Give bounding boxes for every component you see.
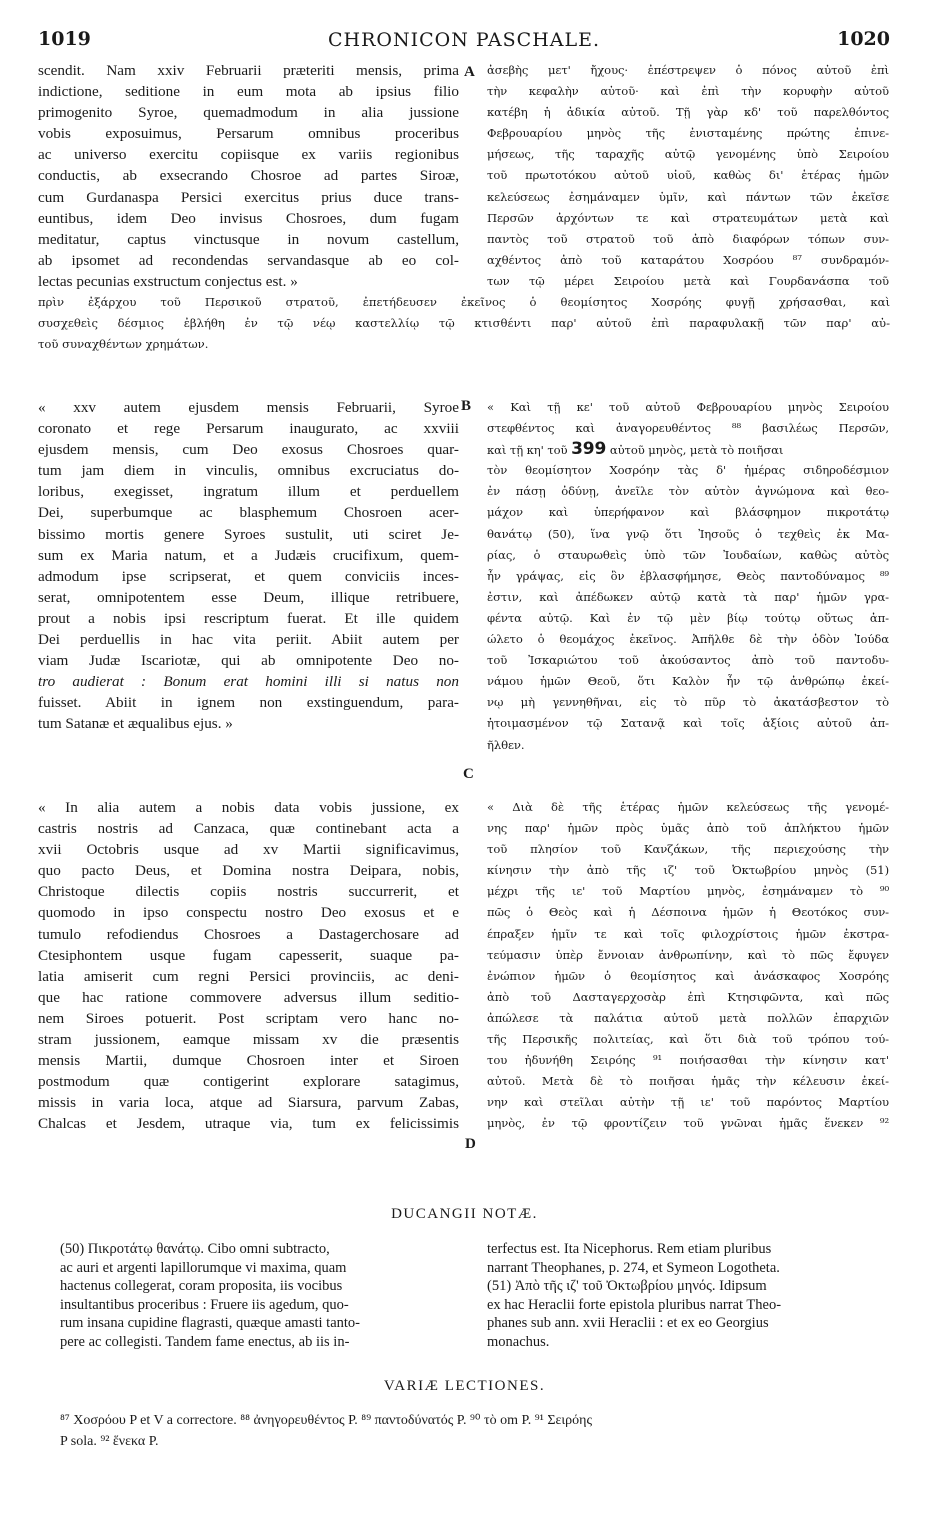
text-line: τεύμασιν ὑπὲρ ἔννοιαν ἀνθρωπίνην, καὶ τὸ πῶς ἔφυγεν xyxy=(487,947,889,962)
text-line: conductis, ab exsecrando Chosroe ad partes Siroæ, xyxy=(38,167,459,185)
text-line: missis in varia loca, atque ad Siarsura, parvum Zabas, xyxy=(38,1094,459,1112)
variant-line: P sola. ⁹² ἕνεκα P. xyxy=(60,1434,159,1450)
note-line: (50) Πικροτάτῳ θανάτῳ. Cibo omni subtracto, xyxy=(60,1241,330,1257)
text-line: meditatur, captus vinctusque in novum castellum, xyxy=(38,230,459,248)
text-line: Dei, superbumque ac blasphemum Chosroen acer- xyxy=(38,504,459,522)
text-line: prout a nobis ipsi rescriptum fuerat. Et ille quidem xyxy=(38,609,459,627)
text-line: serat, omnipotentem esse Deum, illique retribuere, xyxy=(38,588,459,606)
text-fragment: καὶ τῇ κη' τοῦ xyxy=(487,443,568,458)
text-line: των τῷ μέρει Σειροίου μετὰ καὶ Γουρδανάσπα τοῦ xyxy=(487,273,889,288)
text-line: tum Satanæ et æqualibus ejus. » xyxy=(38,715,233,733)
note-line: (51) Ἀπὸ τῆς ιζ' τοῦ Ὀκτωβρίου μηνός. Idipsum xyxy=(487,1278,767,1295)
latin-column-block-2 xyxy=(38,397,459,735)
notes-left-column xyxy=(60,1240,465,1352)
text-line: que hac ratione commovere adversus illum seditio- xyxy=(38,988,459,1006)
text-line: συσχεθεὶς δέσμιος ἐβλήθη ἐν τῷ νέῳ καστελλίῳ τῷ κτισθέντι παρ' αὐτοῦ ἐπὶ παραφυλακῇ τῶν παρ' αὐ- xyxy=(38,316,890,331)
text-line: tumulo refodiendus Chosroes a Dastagerchosare ad xyxy=(38,925,459,943)
text-line: τοῦ συναχθέντων χρημάτων. xyxy=(38,337,209,352)
text-line: ἡτοιμασμένον τῷ Σατανᾷ καὶ τοῖς ἀξίοις αὐτοῦ ἀπ- xyxy=(487,716,889,731)
page-number-right: 1020 xyxy=(837,28,890,50)
text-line: αχθέντος ἀπὸ τοῦ καταράτου Χοσρόου ⁸⁷ συνδραμόν- xyxy=(487,252,889,267)
text-line: νῳ μὴ γεννηθῆναι, εἰς τὸ πῦρ τὸ ἀκατάσβεστον τὸ xyxy=(487,695,889,710)
text-line: ἐστιν, καὶ ἀπέδωκεν αὐτῷ κατὰ τὰ παρ' ἡμῶν γρα- xyxy=(487,589,889,604)
text-line: vobis exposuimus, Persarum omnibus proceribus xyxy=(38,125,459,143)
latin-column-block-3 xyxy=(38,797,459,1135)
note-line: phanes sub ann. xvii Heraclii : et ex eo Georgius xyxy=(487,1315,769,1332)
greek-full-width-continuation xyxy=(38,292,890,355)
running-title: CHRONICON PASCHALE. xyxy=(327,29,601,51)
text-line: Ctesiphontem usque fugam capesserit, suaque pa- xyxy=(38,946,459,964)
note-line: ex hac Heraclii forte epistola pluribus narrat Theo- xyxy=(487,1296,782,1313)
margin-letter-a: A xyxy=(464,64,475,80)
text-line: του ἠδυνήθη Σειρόης ⁹¹ ποιήσασθαι τὴν κίνησιν κατ' xyxy=(487,1053,889,1068)
notes-heading: DUCANGII NOTÆ. xyxy=(391,1206,538,1222)
text-line: nem Siroes potuerit. Post scriptam vero hanc no- xyxy=(38,1009,459,1027)
note-line: monachus. xyxy=(487,1333,550,1350)
text-line: primogenito Syroe, quemadmodum in alia jussione xyxy=(38,104,459,122)
text-line: κατέβη ἡ ἀδικία αὐτοῦ. Τῇ γὰρ κδ' τοῦ παρελθόντος xyxy=(487,105,889,120)
note-line: insultantibus proceribus : Fruere iis agedum, quo- xyxy=(60,1296,349,1313)
text-line: Φεβρουαρίου μηνὸς τῆς ἐνισταμένης πρώτης ἐπινε- xyxy=(487,126,889,141)
text-line: ῆλθεν. xyxy=(487,737,525,752)
text-line: μηνὸς, ἐν τῷ φροντίζειν τοῦ γνῶναι ἡμᾶς ἕνεκεν ⁹² xyxy=(487,1116,889,1131)
text-line: φέντα αὐτῷ. Καὶ ἐν τῷ μὲν βίῳ τούτῳ οὕτως ἀπ- xyxy=(487,610,889,625)
note-line: hactenus collegerat, coram proposita, iis vocibus xyxy=(60,1278,343,1295)
text-line: πῶς ὁ Θεὸς καὶ ἡ Δέσποινα ἡμῶν ἡ Θεοτόκος συν- xyxy=(487,905,889,920)
text-line: « In alia autem a nobis data vobis jussione, ex xyxy=(38,799,459,816)
text-line: latia amiserit cum regni Persici provinciis, ac deni- xyxy=(38,967,459,985)
text-line: ἐνώπιον ἡμῶν ὁ θεομίσητος καὶ ἀνάσκαφος Χοσρόης xyxy=(487,968,889,983)
text-line: Περσῶν ἀρχόντων τε καὶ στρατευμάτων μετὰ καὶ xyxy=(487,210,889,225)
margin-letter-d: D xyxy=(465,1136,476,1152)
variae-lectiones xyxy=(60,1410,900,1452)
text-line: θανάτῳ (50), ἵνα γνῷ ὅτι Ἰησοῦς ὁ τεχθεὶς ἐκ Μα- xyxy=(487,526,889,541)
text-line: lectas pecunias exstructum conjectus est. » xyxy=(38,272,298,290)
text-line: cum Gurdanaspa Persici exercitus prius duce trans- xyxy=(38,188,459,206)
latin-column-block-1 xyxy=(38,60,459,292)
text-line: μέχρι τῆς ιε' τοῦ Μαρτίου μηνὸς, ἐσημάναμεν τὸ ⁹⁰ xyxy=(487,884,889,899)
column-number-bold: 399 xyxy=(571,439,607,460)
text-line: νης παρ' ἡμῶν πρὸς ὑμᾶς ἀπὸ τοῦ ἀπλήκτου ἡμῶν xyxy=(487,821,889,836)
margin-letter-c: C xyxy=(463,766,474,782)
text-line: « Διὰ δὲ τῆς ἑτέρας ἡμῶν κελεύσεως τῆς γενομέ- xyxy=(487,800,889,814)
text-line: sum ex Maria natum, et a Judæis crucifixum, quem- xyxy=(38,546,459,564)
page-header xyxy=(38,28,890,54)
text-line: τὸν θεομίσητον Χοσρόην τὰς δ' ἡμέρας σιδηροδέσμιον xyxy=(487,463,889,478)
text-line: Chalcas et Jesdem, utraque via, tum ex felicissimis xyxy=(38,1115,459,1133)
note-line: rum insana cupidine flagrasti, quæque amasti tanto- xyxy=(60,1315,360,1332)
text-line: ab ipsomet ad recondendas servandasque ab eo col- xyxy=(38,251,459,269)
text-line: xvii Octobris usque ad xv Martii significavimus, xyxy=(38,841,459,859)
text-line: στεφθέντος καὶ ἀναγορευθέντος ⁸⁸ βασιλέως Περσῶν, xyxy=(487,421,889,436)
text-line: ἀπώλεσε τὰ παλάτια αὐτοῦ μετὰ πολλῶν ἐπαρχιῶν xyxy=(487,1010,889,1025)
text-line: τοῦ Ἰσκαριώτου τοῦ ἀκούσαντος ἀπὸ τοῦ παντοδυ- xyxy=(487,653,889,668)
text-line: τῆς Περσικῆς πολιτείας, καὶ ὅτι διὰ τοῦ τρόπου τού- xyxy=(487,1032,889,1047)
text-line: ἐν πάσῃ ὀδύνῃ, ἀνεῖλε τὸν αὐτὸν ἀγνώμονα καὶ θεο- xyxy=(487,484,889,499)
text-line: κίνησιν τὴν ἀπὸ τῆς ιζ' τοῦ Ὀκτωβρίου μηνὸς (51) xyxy=(487,863,889,878)
text-line: ejusdem mensis, cum Deo exosus Chosroes quar- xyxy=(38,441,459,459)
text-line: admodum ipse scripserat, et quem conviciis inces- xyxy=(38,567,459,585)
note-line: narrant Theophanes, p. 274, et Symeon Logotheta. xyxy=(487,1259,780,1276)
text-line: mensis Martii, dumque Chosroen inter et Siroen xyxy=(38,1052,459,1070)
text-line: scendit. Nam xxiv Februarii præteriti mensis, prima xyxy=(38,62,459,79)
text-line: postmodum quæ contigerint explorare satagimus, xyxy=(38,1073,459,1091)
text-line: ἀπὸ τοῦ Δασταγερχοσὰρ ἐπὶ Κτησιφῶντα, καὶ πῶς xyxy=(487,989,889,1004)
text-line: « xxv autem ejusdem mensis Februarii, Syroe xyxy=(38,399,459,416)
variae-heading: VARIÆ LECTIONES. xyxy=(383,1378,546,1394)
text-fragment: αὐτοῦ μηνὸς, μετὰ τὸ ποιῆσαι xyxy=(609,443,784,458)
text-line: coronato et rege Persarum inaugurato, ac xxviii xyxy=(38,420,459,438)
text-line: αὐτοῦ. Μετὰ δὲ τὸ ποιῆσαι ἡμᾶς τὴν κέλευσιν ἐκεί- xyxy=(487,1074,889,1089)
text-line: έπραξεν ἡμῖν τε καὶ τοῖς φιλοχρίστοις ἡμῶν ἐκστρα- xyxy=(487,926,889,941)
text-line: νάμου ἡμῶν Θεοῦ, ὅτι Καλὸν ἦν τῷ ἀνθρώπῳ ἐκεί- xyxy=(487,674,889,689)
text-line: ἦν γράψας, εἰς ὃν ἐβλασφήμησε, Θεὸς παντοδύναμος ⁸⁹ xyxy=(487,568,889,583)
note-line: terfectus est. Ita Nicephorus. Rem etiam pluribus xyxy=(487,1241,772,1257)
text-line: μήσεως, τῆς ταραχῆς αὐτῷ γενομένης ὑπὸ Σειροίου xyxy=(487,147,889,162)
text-line: fuisset. Abiit in ignem non exstinguendum, para- xyxy=(38,694,459,712)
text-line: Christoque dilectis copiis nostris succurrerit, et xyxy=(38,883,459,901)
margin-letter-b: B xyxy=(461,398,472,414)
text-line: τοῦ πρωτοτόκου αὐτοῦ υἱοῦ, καθὼς δι' ἑτέρας ἡμῶν xyxy=(487,168,889,183)
text-line: loribus, exegisset, ingratum illum et perduellem xyxy=(38,483,459,501)
greek-column-block-1 xyxy=(487,60,889,292)
note-line: pere ac collegisti. Tandem fame enectus, ab iis in- xyxy=(60,1333,350,1350)
text-line: euntibus, idem Deo invisus Chosroes, dum fugam xyxy=(38,209,459,227)
text-line: τοῦ πλησίον τοῦ Κανζάκων, τῆς περιεχούσης τὴν xyxy=(487,842,889,857)
text-line: bissimo mortis genere Syroes sustulit, uti sciret Je- xyxy=(38,525,459,543)
greek-column-block-2 xyxy=(487,397,889,756)
text-line: « Καὶ τῇ κε' τοῦ αὐτοῦ Φεβρουαρίου μηνὸς Σειροίου xyxy=(487,400,889,414)
text-line: νην καὶ στεῖλαι αὐτὴν τῇ ιε' τοῦ παρόντος Μαρτίου xyxy=(487,1095,889,1110)
text-line: castris nostris ad Canzaca, quæ continebant acta a xyxy=(38,820,459,838)
text-line: quo pacto Deus, et Domina nostra Deipara, nobis, xyxy=(38,862,459,880)
text-line: ώλετο ὁ θεομάχος ἐκεῖνος. Ἀπῆλθε δὲ τὴν ὁδὸν Ἰούδα xyxy=(487,632,889,647)
text-line: quomodo in ipso conspectu nostro Deo exosus et e xyxy=(38,904,459,922)
text-line: tro audierat : Bonum erat homini illi si natus non xyxy=(38,673,459,691)
text-line: ἀσεβὴς μετ' ἤχους· ἐπέστρεψεν ὁ πόνος αὐτοῦ ἐπὶ xyxy=(487,63,889,77)
variant-line: ⁸⁷ Χοσρόου P et V a correctore. ⁸⁸ ἀνηγορευθέντος P. ⁸⁹ παντοδύνατός P. ⁹⁰ τὸ om P. ⁹¹ Σειρόης xyxy=(60,1413,592,1428)
text-line xyxy=(487,439,889,460)
text-line: tum jam diem in vinculis, omnibus excruciatus do- xyxy=(38,462,459,480)
text-line: viam Judæ Iscariotæ, qui ab omnipotente Deo no- xyxy=(38,652,459,670)
page-number-left: 1019 xyxy=(38,28,91,50)
text-line: ac universo exercitu copiisque ex variis regionibus xyxy=(38,146,459,164)
text-line: ρίας, ὁ σταυρωθεὶς ὑπὸ τῶν Ἰουδαίων, καθὼς αὐτὸς xyxy=(487,547,889,562)
text-line: πρὶν ἐξάρχου τοῦ Περσικοῦ στρατοῦ, ἐπετήδευσεν ἐκεῖνος ὁ θεομίσητος Χοσρόης φυγῇ χρήσασθαι, καὶ xyxy=(38,295,890,309)
text-line: παντὸς τοῦ στρατοῦ τοῦ ἀπὸ διαφόρων τόπων συν- xyxy=(487,231,889,246)
text-line: κελεύσεως ἐσημάναμεν ὑμῖν, καὶ πάντων τῶν ἐκεῖσε xyxy=(487,189,889,204)
text-line: τὴν κεφαλὴν αὐτοῦ· καὶ ἐπὶ τὴν κορυφὴν αὐτοῦ xyxy=(487,84,889,99)
notes-right-column xyxy=(487,1240,892,1352)
text-line: indictione, seditione in eum mota ab ipsius filio xyxy=(38,83,459,101)
text-line: Dei perduellis in hac vita periit. Abiit autem per xyxy=(38,631,459,649)
greek-column-block-3 xyxy=(487,797,889,1135)
note-line: ac auri et argenti lapillorumque vi maxima, quam xyxy=(60,1259,347,1276)
text-line: μάχον καὶ ὑπερήφανον καὶ βλάσφημον πικροτάτῳ xyxy=(487,505,889,520)
text-line: stram jussionem, eamque missam xv die præsentis xyxy=(38,1031,459,1049)
